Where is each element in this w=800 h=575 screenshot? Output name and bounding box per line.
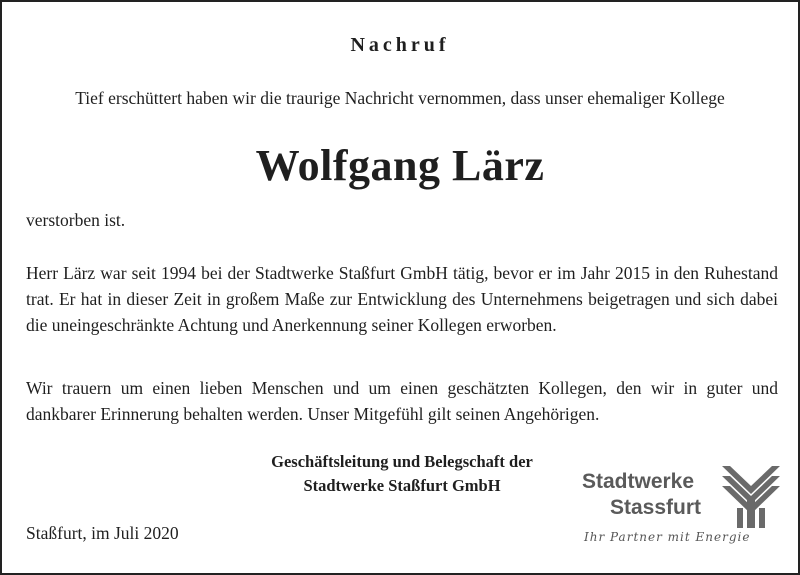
died-text: verstorben ist. (26, 210, 126, 230)
paragraph-career: Herr Lärz war seit 1994 bei der Stadtwerke Staßfurt GmbH tätig, bevor er im Jahr 2015 in den Ruhestand trat. Er hat in dieser Zeit in großem Maße zur Entwicklung des Unternehmens beigetragen und sich dabei die uneingeschränkte Achtung und Anerkennung seiner Kollegen erworben. (26, 263, 778, 335)
intro-text: Tief erschüttert haben wir die traurige Nachricht vernommen, dass unser ehemaliger Kollege (75, 88, 725, 108)
paragraph-condolence: Wir trauern um einen lieben Menschen und um einen geschätzten Kollegen, den wir in guter und dankbarer Erinnerung behalten werden. Unser Mitgefühl gilt seinen Angehörigen. (26, 378, 778, 424)
logo-text-line-2: Stassfurt (610, 496, 702, 519)
stadtwerke-logo (582, 462, 782, 557)
place-date: Staßfurt, im Juli 2020 (26, 523, 179, 543)
logo-tagline: Ihr Partner mit Energie (584, 530, 751, 544)
logo-text-line-1: Stadtwerke (582, 470, 695, 493)
signature-line-1: Geschäftsleitung und Belegschaft der (271, 452, 533, 471)
deceased-name: Wolfgang Lärz (255, 141, 545, 190)
notice-heading: Nachruf (350, 34, 450, 56)
stadtwerke-chevron-mark-icon (720, 464, 782, 530)
signature-line-2: Stadtwerke Staßfurt GmbH (303, 476, 501, 495)
